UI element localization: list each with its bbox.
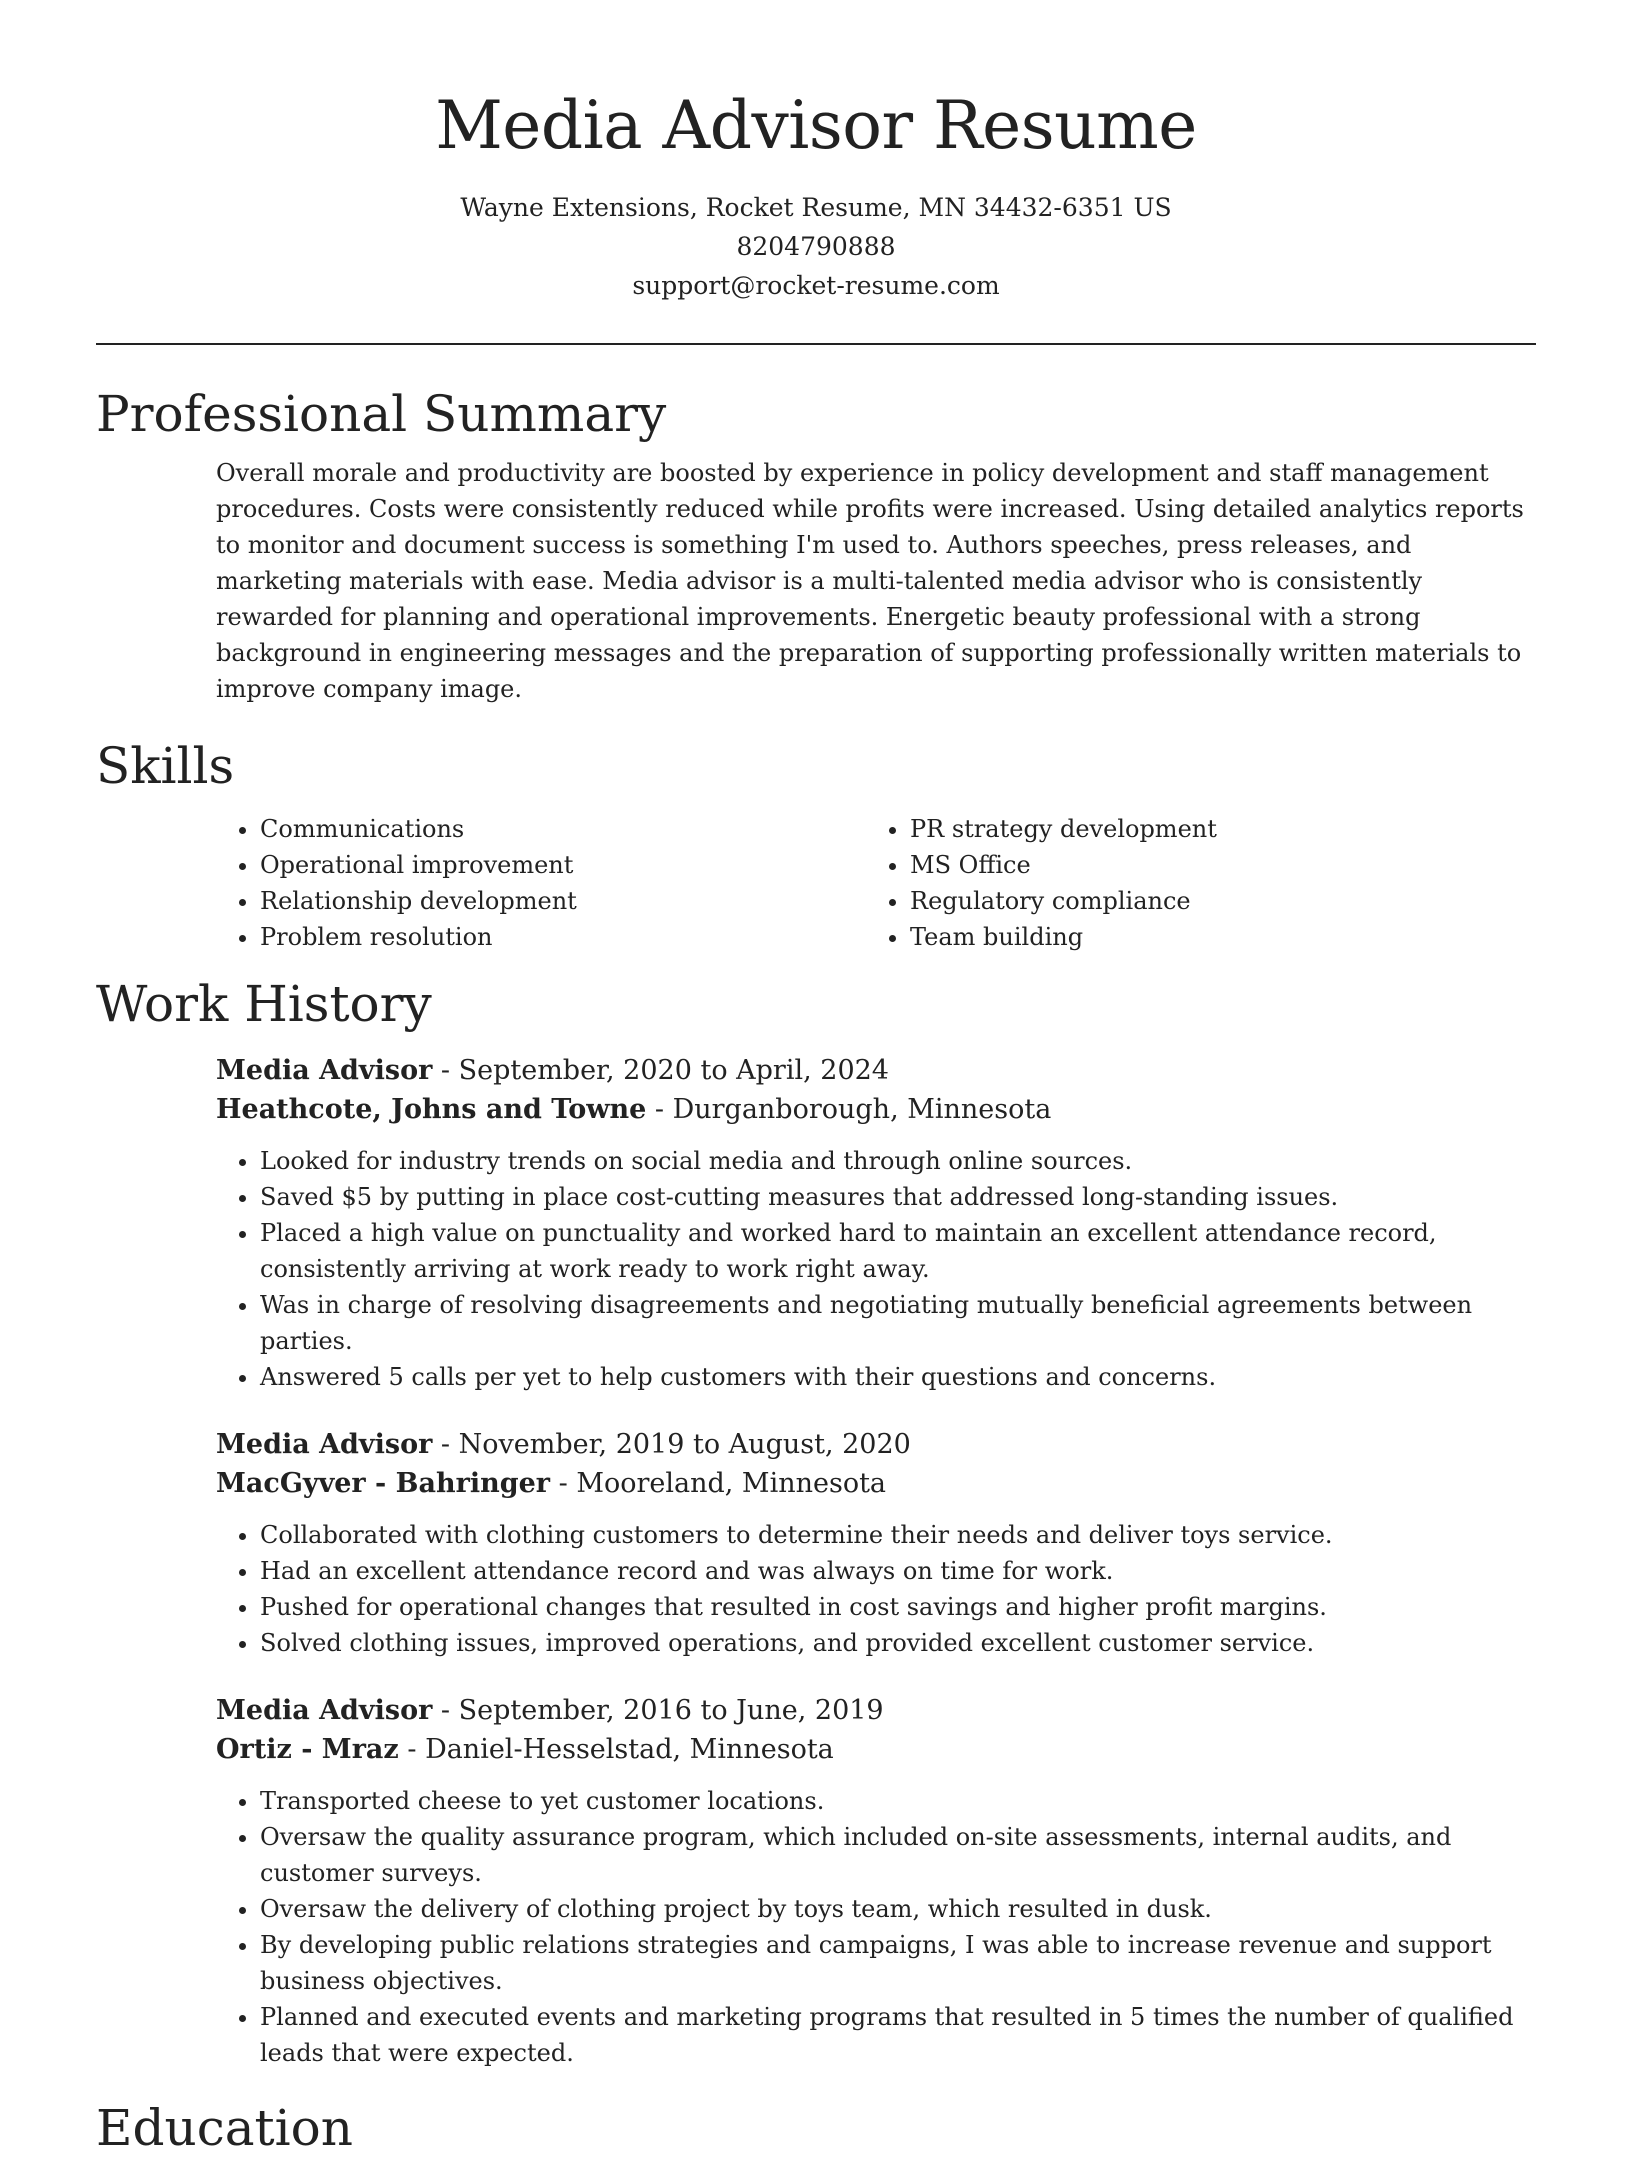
skills-list-right — [866, 811, 1516, 955]
job-company-line — [216, 1090, 1536, 1129]
skill-item: • PR strategy development — [910, 811, 1516, 847]
job-bullet: • Was in charge of resolving disagreements and negotiating mutually beneficial agreements between parties. — [260, 1287, 1536, 1359]
job-bullets — [216, 1143, 1536, 1395]
job-dates: September, 2016 to June, 2019 — [458, 1695, 884, 1726]
separator: - — [550, 1468, 577, 1499]
education-heading: Education — [96, 2099, 353, 2157]
skills-heading: Skills — [96, 737, 235, 795]
separator: - — [646, 1094, 673, 1125]
skill-item: • Relationship development — [260, 883, 866, 919]
job-bullet: • Solved clothing issues, improved operations, and provided excellent customer service. — [260, 1625, 1536, 1661]
job-bullet: • Planned and executed events and marketing programs that resulted in 5 times the number of qualified leads that were expected. — [260, 1999, 1536, 2071]
summary-heading: Professional Summary — [96, 385, 667, 443]
job-bullet: • Saved $5 by putting in place cost-cutting measures that addressed long-standing issues. — [260, 1179, 1536, 1215]
work-history-section — [96, 973, 1536, 2071]
job-location: Mooreland, Minnesota — [576, 1468, 887, 1499]
job-company: Heathcote, Johns and Towne — [216, 1094, 647, 1125]
job-bullet: • Answered 5 calls per yet to help customers with their questions and concerns. — [260, 1359, 1536, 1395]
separator: - — [432, 1695, 459, 1726]
skill-item: • Communications — [260, 811, 866, 847]
job-company-line — [216, 1730, 1536, 1769]
job-bullet: • Placed a high value on punctuality and worked hard to maintain an excellent attendance record, consistently arriving at work ready to work right away. — [260, 1215, 1536, 1287]
summary-text: Overall morale and productivity are boosted by experience in policy development and staff management procedures. Costs were consistently reduced while profits were increased. Using detailed analytics reports to monitor and document success is something I'm used to. Authors speeches, press releases, and marketing materials with ease. Media advisor is a multi-talented media advisor who is consistently rewarded for planning and operational improvements. Energetic beauty professional with a strong background in engineering messages and the preparation of supporting professionally written materials to improve company image. — [216, 459, 1524, 703]
job-bullet: • Looked for industry trends on social media and through online sources. — [260, 1143, 1536, 1179]
job-title-line — [216, 1691, 1536, 1730]
skill-item: • Team building — [910, 919, 1516, 955]
skill-item: • Problem resolution — [260, 919, 866, 955]
header-divider — [96, 343, 1536, 345]
work-history-heading: Work History — [96, 975, 432, 1033]
job-bullets — [216, 1517, 1536, 1661]
job-bullet: • Had an excellent attendance record and was always on time for work. — [260, 1553, 1536, 1589]
job-location: Durganborough, Minnesota — [672, 1094, 1052, 1125]
skill-item: • Regulatory compliance — [910, 883, 1516, 919]
education-section — [96, 2097, 1536, 2159]
job-company: Ortiz - Mraz — [216, 1734, 399, 1765]
job-title-line — [216, 1051, 1536, 1090]
job-bullet: • Oversaw the delivery of clothing project by toys team, which resulted in dusk. — [260, 1891, 1536, 1927]
job-company-line — [216, 1464, 1536, 1503]
contact-phone: 8204790888 — [736, 232, 896, 261]
job-bullet: • By developing public relations strategies and campaigns, I was able to increase revenue and support business objectives. — [260, 1927, 1536, 1999]
job-entry — [216, 1691, 1536, 2071]
contact-email: support@rocket-resume.com — [632, 271, 1000, 300]
job-bullet: • Collaborated with clothing customers to determine their needs and deliver toys service. — [260, 1517, 1536, 1553]
job-dates: November, 2019 to August, 2020 — [458, 1429, 911, 1460]
skill-item: • Operational improvement — [260, 847, 866, 883]
job-entry — [216, 1051, 1536, 1395]
skills-section — [96, 735, 1536, 955]
job-dates: September, 2020 to April, 2024 — [458, 1055, 889, 1086]
job-title: Media Advisor — [216, 1429, 433, 1460]
job-title: Media Advisor — [216, 1055, 433, 1086]
summary-section — [96, 383, 1536, 707]
resume-header — [96, 0, 1536, 305]
job-company: MacGyver - Bahringer — [216, 1468, 551, 1499]
job-bullet: • Transported cheese to yet customer locations. — [260, 1783, 1536, 1819]
resume-page — [96, 0, 1536, 2159]
job-bullets — [216, 1783, 1536, 2071]
skills-grid — [216, 811, 1536, 955]
separator: - — [432, 1429, 459, 1460]
job-title-line — [216, 1425, 1536, 1464]
contact-address: Wayne Extensions, Rocket Resume, MN 34432-6351 US — [460, 193, 1172, 222]
separator: - — [432, 1055, 459, 1086]
job-bullet: • Oversaw the quality assurance program, which included on-site assessments, internal audits, and customer surveys. — [260, 1819, 1536, 1891]
job-entry — [216, 1425, 1536, 1661]
page-title: Media Advisor Resume — [435, 87, 1197, 164]
separator: - — [398, 1734, 426, 1765]
job-location: Daniel-Hesselstad, Minnesota — [425, 1734, 834, 1765]
job-title: Media Advisor — [216, 1695, 433, 1726]
contact-block — [96, 188, 1536, 305]
job-bullet: • Pushed for operational changes that resulted in cost savings and higher profit margins. — [260, 1589, 1536, 1625]
skills-list-left — [216, 811, 866, 955]
skill-item: • MS Office — [910, 847, 1516, 883]
